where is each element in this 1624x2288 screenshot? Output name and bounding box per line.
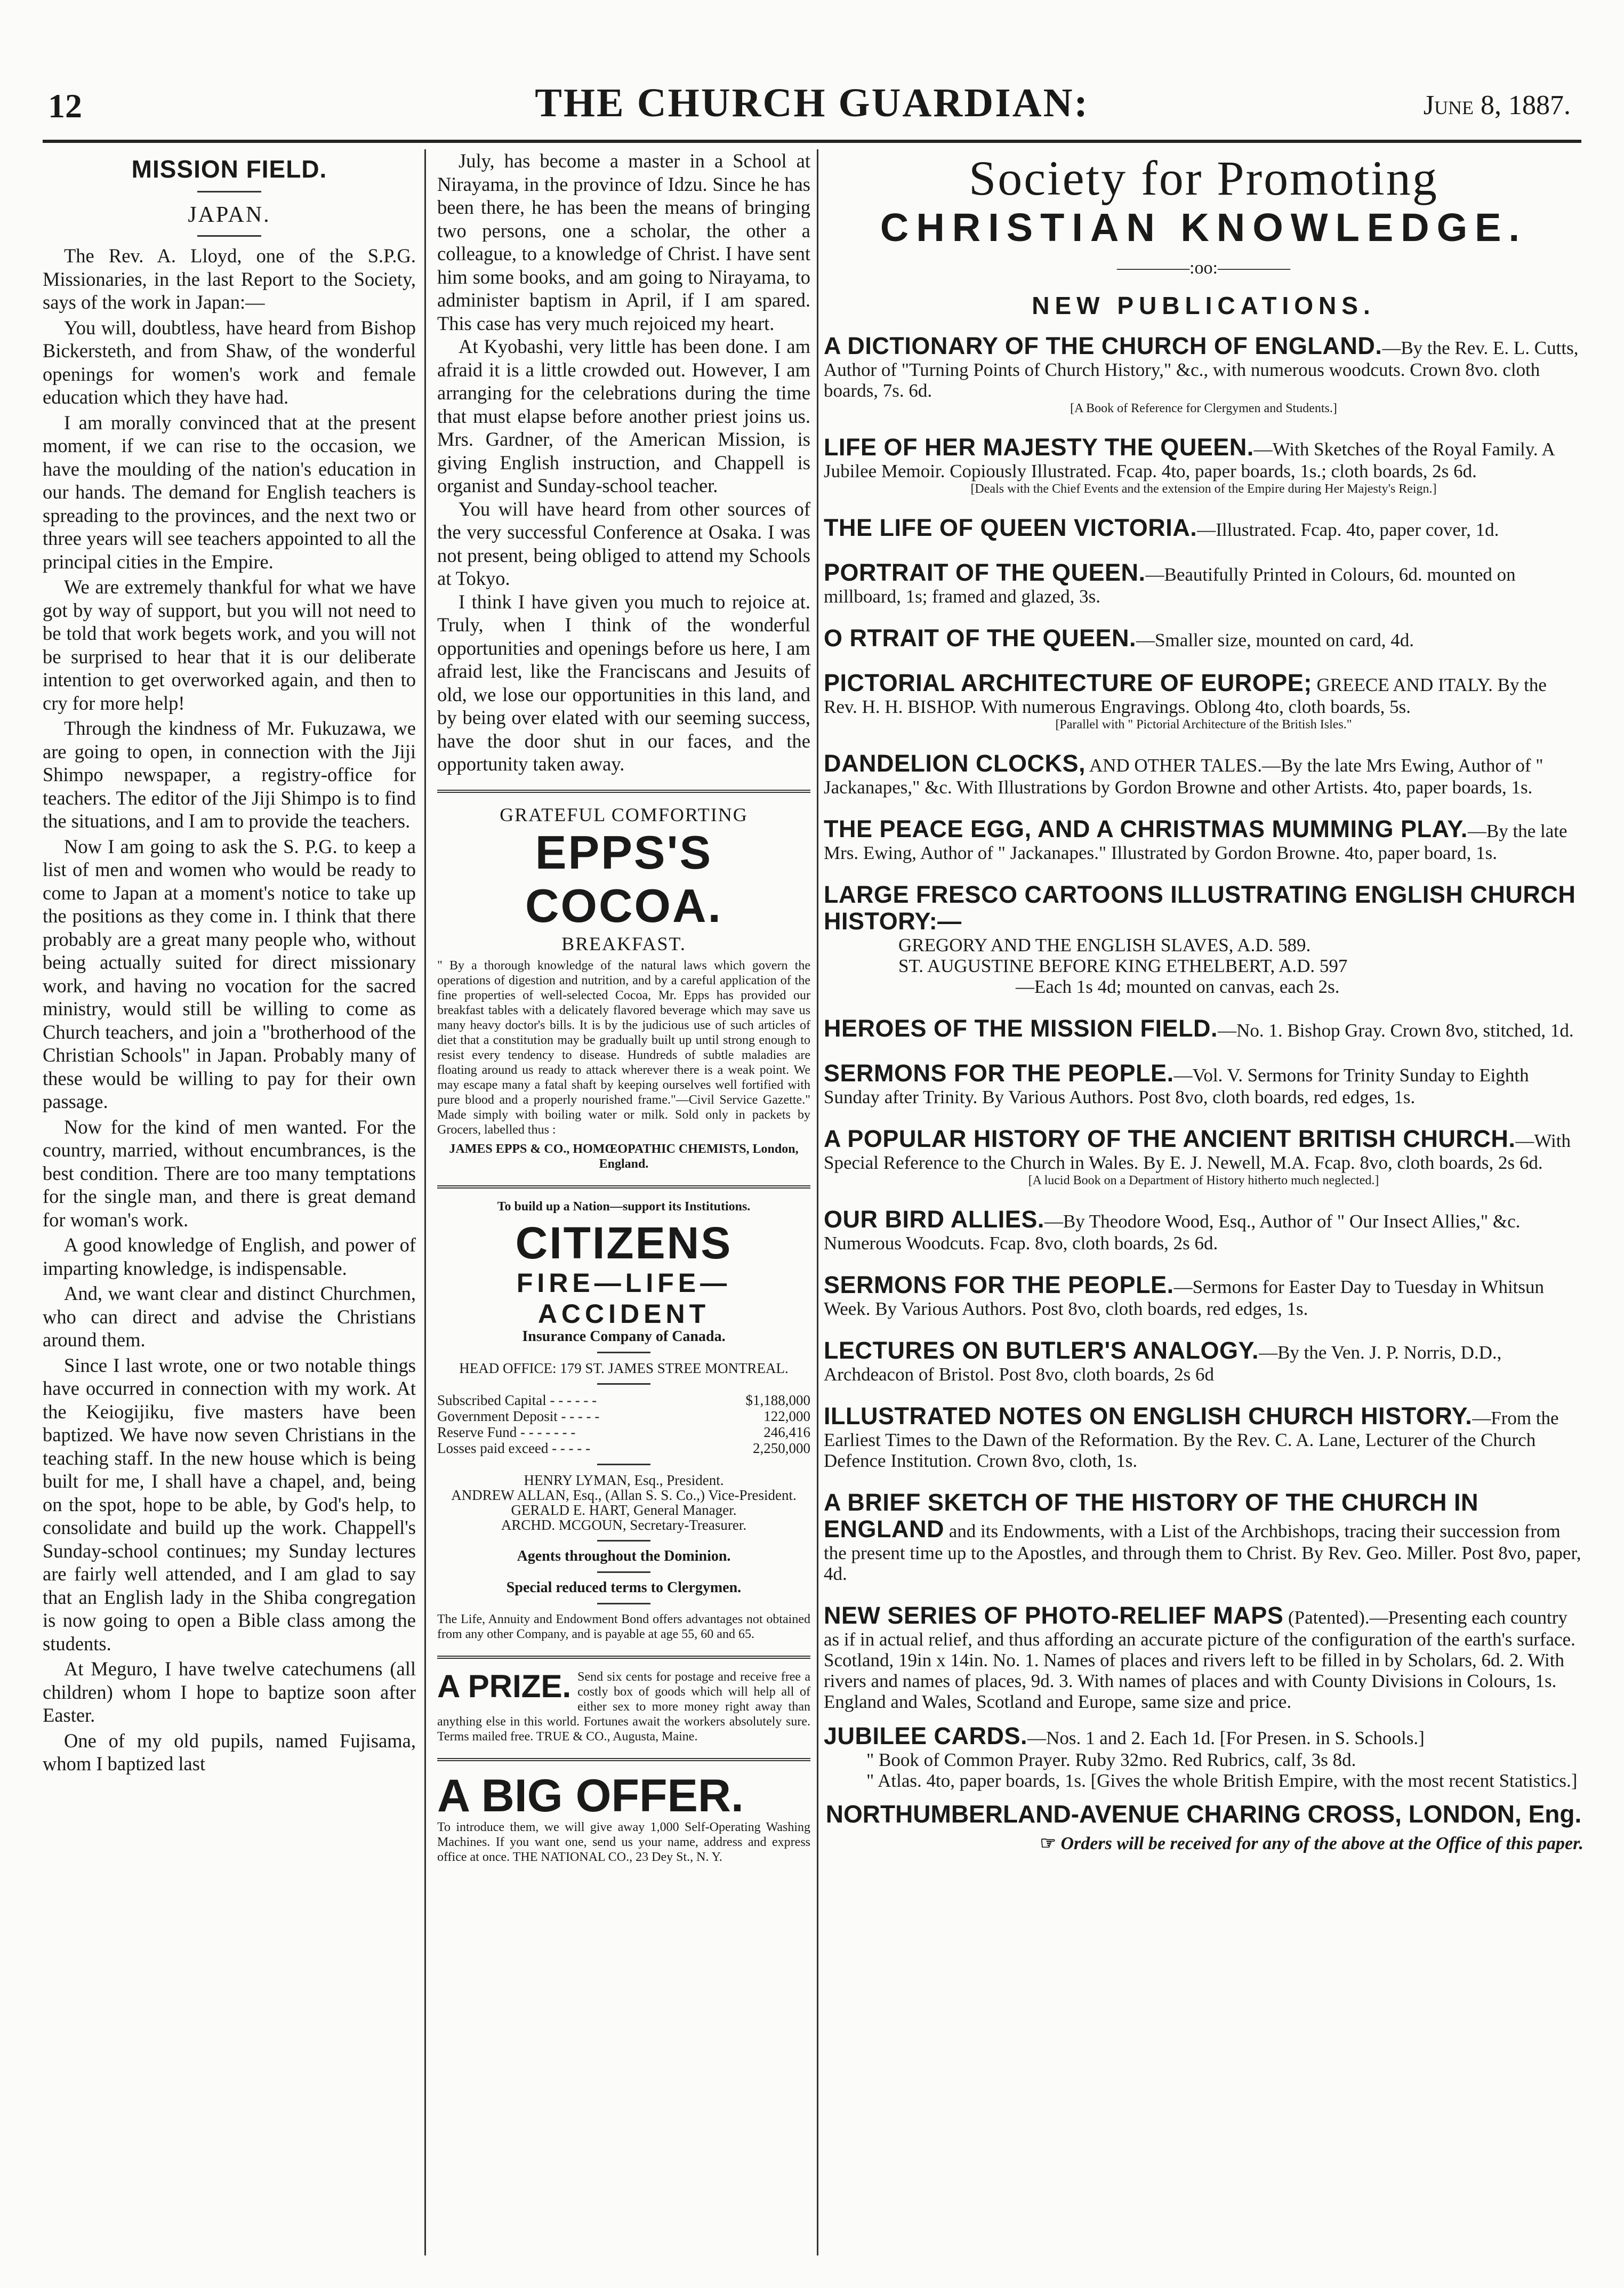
publication-title: SERMONS FOR THE PEOPLE. [824,1059,1174,1087]
citizens-insurance-advert [437,1199,810,1642]
advert-headline: GRATEFUL COMFORTING [500,804,748,825]
column-divider [424,149,426,2255]
article-paragraph: I am morally convinced that at the present moment, if we can rise to the occasion, we have the moulding of the nation's education in our hands. The demand for English teachers is spreading to the provinces, and the next two or three years will see teachers appointed to all the principal cities in the Empire. [43,411,416,573]
stat-row [437,1440,810,1456]
article-paragraph: We are extremely thankful for what we have got by way of support, but you will not need to be told that work begets work, and you will not be surprised to hear that it is our deliberate intention to get overworked again, and then to cry for more help! [43,576,416,714]
section-subtitle: JAPAN. [188,203,271,227]
advert-separator [437,1758,810,1761]
orders-note [824,1833,1583,1854]
publication-entry [824,1489,1583,1584]
ornament: ————:oo:———— [1117,258,1290,278]
publication-entry [824,1337,1583,1385]
advert-brand: EPPS'S COCOA. [525,825,722,932]
publication-title: OUR BIRD ALLIES. [824,1206,1044,1233]
column-spck-advert [824,149,1583,1854]
publication-line: GREGORY AND THE ENGLISH SLAVES, A.D. 589. [898,935,1311,956]
stat-label: Government Deposit - - - - - [437,1408,600,1424]
masthead-rule [43,140,1581,143]
advert-brand: CITIZENS [515,1217,733,1268]
publication-title: THE LIFE OF QUEEN VICTORIA. [824,514,1197,541]
publication-desc: (Patented).—Presenting each country as if in actual relief, and thus affording an accurate picture of the configuration of the earth's surface. Scotland, 19in x 14in. No. 1. Names of places and rivers left to be filled in by Scholars, 6d. 2. With rivers and names of places, 9d. 3. With names of places and with County Divisions in Colours, 1s. England and Wales, Scotland and Europe, same size and price. [824,1607,1575,1712]
epps-cocoa-advert [437,804,810,1171]
publication-entry [824,1060,1583,1107]
advert-sub: BREAKFAST. [561,933,686,954]
publication-title: PICTORIAL ARCHITECTURE OF EUROPE; [824,669,1312,696]
advert-tagline: To build up a Nation—support its Institutions. [497,1199,751,1214]
big-offer-advert [437,1772,810,1865]
prize-advert [437,1669,810,1744]
divider [597,1603,650,1604]
officer-line: ANDREW ALLAN, Esq., (Allan S. S. Co.,) Vice-President. [451,1487,797,1503]
article-paragraph: The Rev. A. Lloyd, one of the S.P.G. Missionaries, in the last Report to the Society, says of the work in Japan:— [43,245,416,313]
advert-separator [437,790,810,793]
article-paragraph: A good knowledge of English, and power of imparting knowledge, is indispensable. [43,1234,416,1279]
article-paragraph: At Kyobashi, very little has been done. I am afraid it is a little crowded out. However, I am arranging for the celebrations during the time that must elapse before another priest joins us. Mrs. Gardner, of the American Mission, is giving English instruction, and Chappell is organist and Sunday-school teacher. [437,335,810,496]
divider [597,1383,650,1385]
publication-desc: GREECE AND ITALY. By the Rev. H. H. BISHOP. With numerous Engravings. Oblong 4to, cloth boards, 5s. [824,675,1547,717]
divider [597,1352,650,1353]
pointing-hand-icon: ☞ [1040,1834,1056,1853]
publication-title: LARGE FRESCO CARTOONS ILLUSTRATING ENGLISH CHURCH HISTORY:— [824,881,1576,935]
divider [197,235,261,237]
publication-title: JUBILEE CARDS. [824,1722,1028,1749]
publication-desc: —Sermons for Easter Day to Tuesday in Whitsun Week. By Various Authors. Post 8vo, cloth boards, red edges, 1s. [824,1277,1545,1319]
publication-line: " Book of Common Prayer. Ruby 32mo. Red Rubrics, calf, 3s 8d. [866,1749,1356,1770]
publication-title: O RTRAIT OF THE QUEEN. [824,624,1137,652]
page-number: 12 [48,87,82,125]
publication-entry [824,670,1583,732]
advert-brand: A BIG OFFER. [437,1770,744,1821]
divider [597,1571,650,1573]
publication-desc: and its Endowments, with a List of the Archbishops, tracing their succession from the present time up to the Apostles, and through them to Christ. By Rev. Geo. Miller. Post 8vo, paper, 4d. [824,1521,1581,1584]
advert-kind: FIRE—LIFE—ACCIDENT [516,1267,731,1329]
publication-entry [824,1723,1583,1791]
publication-desc: —With Special Reference to the Church in Wales. By E. J. Newell, M.A. Fcap. 8vo, cloth boards, 2s 6d. [824,1130,1571,1173]
advert-body: " By a thorough knowledge of the natural laws which govern the operations of digestion and nutrition, and by a careful application of the fine properties of well-selected Cocoa, Mr. Epps has provided our breakfast tables with a delicately flavored beverage which may save us many heavy doctor's bills. It is by the judicious use of such articles of diet that a constitution may be gradually built up until strong enough to resist every tendency to disease. Hundreds of subtle maladies are floating around us ready to attack wherever there is a weak point. We may escape many a fatal shaft by keeping ourselves well fortified with pure blood and a properly nourished frame."—Civil Service Gazette." Made simply with boiling water or milk. Sold only in packets by Grocers, labelled thus : [437,958,810,1137]
officer-line: HENRY LYMAN, Esq., President. [524,1472,724,1488]
stat-row [437,1408,810,1424]
masthead [32,80,1592,133]
officer-line: GERALD E. HART, General Manager. [511,1502,737,1518]
advert-reduced-terms: Special reduced terms to Clergymen. [506,1579,742,1596]
orders-note-text: Orders will be received for any of the above at the Office of this paper. [1060,1834,1583,1853]
advert-note: The Life, Annuity and Endowment Bond offers advantages not obtained from any other Company, and is payable at age 55, 60 and 65. [437,1612,810,1641]
publication-desc: —By Theodore Wood, Esq., Author of " Our Insect Allies," &c. Numerous Woodcuts. Fcap. 8vo, cloth boards, 2s 6d. [824,1211,1521,1254]
stat-row [437,1424,810,1440]
advert-maker: JAMES EPPS & CO., HOMŒOPATHIC CHEMISTS, London, England. [449,1142,799,1171]
publication-desc: —Nos. 1 and 2. Each 1d. [For Presen. in S. Schools.] [1027,1728,1425,1748]
stat-label: Subscribed Capital - - - - - - [437,1392,597,1408]
publication-entry [824,625,1583,652]
newspaper-title: THE CHURCH GUARDIAN: [535,81,1089,125]
publication-title: NEW SERIES OF PHOTO-RELIEF MAPS [824,1602,1284,1629]
publication-title: LECTURES ON BUTLER'S ANALOGY. [824,1337,1259,1364]
publication-title: ILLUSTRATED NOTES ON ENGLISH CHURCH HISTORY. [824,1402,1473,1430]
publication-desc: —By the Rev. E. L. Cutts, Author of "Turning Points of Church History," &c., with numerous woodcuts. Crown 8vo. cloth boards, 7s. 6d. [824,338,1579,401]
publication-desc: —From the Earliest Times to the Dawn of the Reformation. By the Rev. C. A. Lane, Lecturer of the Church Defence Institution. Crown 8vo, cloth, 1s. [824,1408,1559,1471]
divider [597,1540,650,1542]
stat-label: Losses paid exceed - - - - - [437,1440,591,1456]
publication-entry [824,816,1583,863]
article-paragraph: One of my old pupils, named Fujisama, whom I baptized last [43,1729,416,1775]
article-paragraph: Now for the kind of men wanted. For the country, married, without encumbrances, is the best condition. There are too many temptations for the single man, and there is great demand for woman's work. [43,1115,416,1231]
publication-line: —Each 1s 4d; mounted on canvas, each 2s. [1016,976,1340,997]
advert-separator [437,1185,810,1189]
advert-agents: Agents throughout the Dominion. [517,1547,731,1564]
publication-desc: AND OTHER TALES.—By the late Mrs Ewing, Author of " Jackanapes," &c. With Illustrations by Gordon Browne and other Artists. 4to, paper boards, 1s. [824,755,1543,798]
spck-heading-1: Society for Promoting [969,151,1438,205]
publication-desc: —By the Ven. J. P. Norris, D.D., Archdeacon of Bristol. Post 8vo, cloth boards, 2s 6d [824,1342,1502,1385]
publication-entry [824,750,1583,798]
publication-desc: —Smaller size, mounted on card, 4d. [1136,630,1414,651]
publication-entry [824,434,1583,496]
article-paragraph: Now I am going to ask the S. P.G. to keep a list of men and women who would be ready to come to Japan at a moment's notice to take up the positions as they come in. I think that there probably are a great many people who, without being actually suited for direct missionary work, and having no vocation for the sacred ministry, would still be willing to come as Church teachers, and join a "brotherhood of the Christian Schools" in Japan. Probably many of these would be willing to pay for their own passage. [43,835,416,1112]
stat-value: 122,000 [763,1408,810,1424]
publication-title: A DICTIONARY OF THE CHURCH OF ENGLAND. [824,332,1382,359]
publication-note: [Deals with the Chief Events and the extension of the Empire during Her Majesty's Reign.] [970,482,1437,496]
advert-body: To introduce them, we will give away 1,000 Self-Operating Washing Machines. If you want one, send us your name, address and express office at once. THE NATIONAL CO., 23 Dey St., N. Y. [437,1820,810,1864]
publication-title: A BRIEF SKETCH OF THE HISTORY OF THE CHURCH IN ENGLAND [824,1489,1479,1543]
publication-entry [824,1403,1583,1471]
issue-date: June 8, 1887. [1423,90,1571,121]
publication-line: " Atlas. 4to, paper boards, 1s. [Gives the whole British Empire, with the most recent Statistics.] [866,1770,1578,1791]
publication-desc: —Illustrated. Fcap. 4to, paper cover, 1d. [1197,519,1499,540]
stat-label: Reserve Fund - - - - - - - [437,1424,576,1440]
publication-entry [824,333,1583,416]
publication-desc: —By the late Mrs. Ewing, Author of " Jackanapes." Illustrated by Gordon Browne. 4to, paper board, 1s. [824,821,1567,863]
stat-value: 2,250,000 [753,1440,810,1456]
publication-line: ST. AUGUSTINE BEFORE KING ETHELBERT, A.D. 597 [898,956,1348,976]
publication-title: DANDELION CLOCKS, [824,750,1086,777]
publication-desc: —Vol. V. Sermons for Trinity Sunday to Eighth Sunday after Trinity. By Various Authors. Post 8vo, cloth boards, red edges, 1s. [824,1065,1529,1107]
advert-company: Insurance Company of Canada. [522,1328,726,1345]
spck-heading-2: CHRISTIAN KNOWLEDGE. [880,205,1527,250]
publication-note: [A Book of Reference for Clergymen and Students.] [1070,402,1337,415]
article-paragraph: You will, doubtless, have heard from Bishop Bickersteth, and from Shaw, of the wonderful openings for women's work and female education which they have had. [43,316,416,408]
divider [597,1464,650,1465]
article-paragraph: July, has become a master in a School at Nirayama, in the province of Idzu. Since he has been there, he has been the means of bringing two persons, one a scholar, the other a colleague, to a knowledge of Christ. I have sent him some books, and am going to Nirayama, to administer baptism in April, if I am spared. This case has very much rejoiced my heart. [437,150,810,334]
publication-title: LIFE OF HER MAJESTY THE QUEEN. [824,433,1254,461]
stat-row [437,1392,810,1408]
publication-title: HEROES OF THE MISSION FIELD. [824,1015,1218,1042]
publication-entry [824,1602,1583,1712]
publication-note: [Parallel with " Pictorial Architecture of the British Isles." [1055,718,1352,732]
column-middle [437,149,810,1865]
advert-body: Send six cents for postage and receive free a costly box of goods which will help all of either sex to more money right away than anything else in this world. Fortunes await the workers absolutely sure. Terms mailed free. TRUE & CO., Augusta, Maine. [437,1669,810,1744]
publication-entry [824,515,1583,541]
publication-desc: —Beautifully Printed in Colours, 6d. mounted on millboard, 1s; framed and glazed, 3s. [824,564,1516,607]
stat-value: 246,416 [763,1424,810,1440]
section-title: MISSION FIELD. [131,155,327,183]
publication-entry [824,1126,1583,1188]
article-paragraph: Since I last wrote, one or two notable things have occurred in connection with my work. At the Keiogijiku, five masters have been baptized. We have now seven Christians in the teaching staff. In the new house which is being built for me, I shall have a chapel, and, being on the spot, hope to be able, by God's help, to consolidate and build up the work. Chappell's Sunday-school continues; my Sunday lectures are fairly well attended, and I am glad to say that an English lady in the Shiba congregation is now going to open a Bible class among the students. [43,1354,416,1655]
publication-desc: —With Sketches of the Royal Family. A Jubilee Memoir. Copiously Illustrated. Fcap. 4to, paper boards, 1s.; cloth boards, 2s 6d. [824,439,1554,481]
spck-address: NORTHUMBERLAND-AVENUE CHARING CROSS, LONDON, Eng. [825,1800,1582,1828]
publication-entry [824,1206,1583,1254]
publication-title: SERMONS FOR THE PEOPLE. [824,1271,1174,1298]
publication-entry [824,1272,1583,1319]
publication-entry [824,559,1583,607]
advert-office: HEAD OFFICE: 179 ST. JAMES STREE MONTREAL. [459,1360,789,1376]
article-paragraph: I think I have given you much to rejoice at. Truly, when I think of the wonderful opportunities and openings before us here, I am afraid lest, like the Franciscans and Jesuits of old, we lose our opportunities in this land, and by being over elated with our seeming success, have the door shut in our faces, and the opportunity taken away. [437,590,810,775]
article-paragraph: You will have heard from other sources of the very successful Conference at Osaka. I was not present, being obliged to attend my Schools at Tokyo. [437,497,810,589]
new-publications-heading: NEW PUBLICATIONS. [1032,292,1376,319]
article-paragraph: Through the kindness of Mr. Fukuzawa, we are going to open, in connection with the Jiji Shimpo newspaper, a registry-office for teachers. The editor of the Jiji Shimpo is to find the situations, and I am to provide the teachers. [43,717,416,832]
divider [197,191,261,192]
officer-line: ARCHD. MCGOUN, Secretary-Treasurer. [501,1516,747,1533]
article-paragraph: At Meguro, I have twelve catechumens (all children) whom I hope to baptize soon after Easter. [43,1658,416,1726]
publication-desc: —No. 1. Bishop Gray. Crown 8vo, stitched, 1d. [1218,1020,1574,1041]
stat-value: $1,188,000 [745,1392,810,1408]
publication-note: [A lucid Book on a Department of History hitherto much neglected.] [1028,1174,1379,1187]
publication-title: PORTRAIT OF THE QUEEN. [824,559,1146,586]
advert-brand: A PRIZE. [437,1668,572,1704]
publication-title: A POPULAR HISTORY OF THE ANCIENT BRITISH CHURCH. [824,1125,1516,1152]
column-divider [817,149,818,2255]
publication-entry [824,881,1583,997]
publication-title: THE PEACE EGG, AND A CHRISTMAS MUMMING PLAY. [824,815,1468,842]
advert-separator [437,1656,810,1659]
column-mission-field [43,149,416,1776]
publication-entry [824,1015,1583,1042]
article-paragraph: And, we want clear and distinct Churchmen, who can direct and advise the Christians around them. [43,1282,416,1351]
